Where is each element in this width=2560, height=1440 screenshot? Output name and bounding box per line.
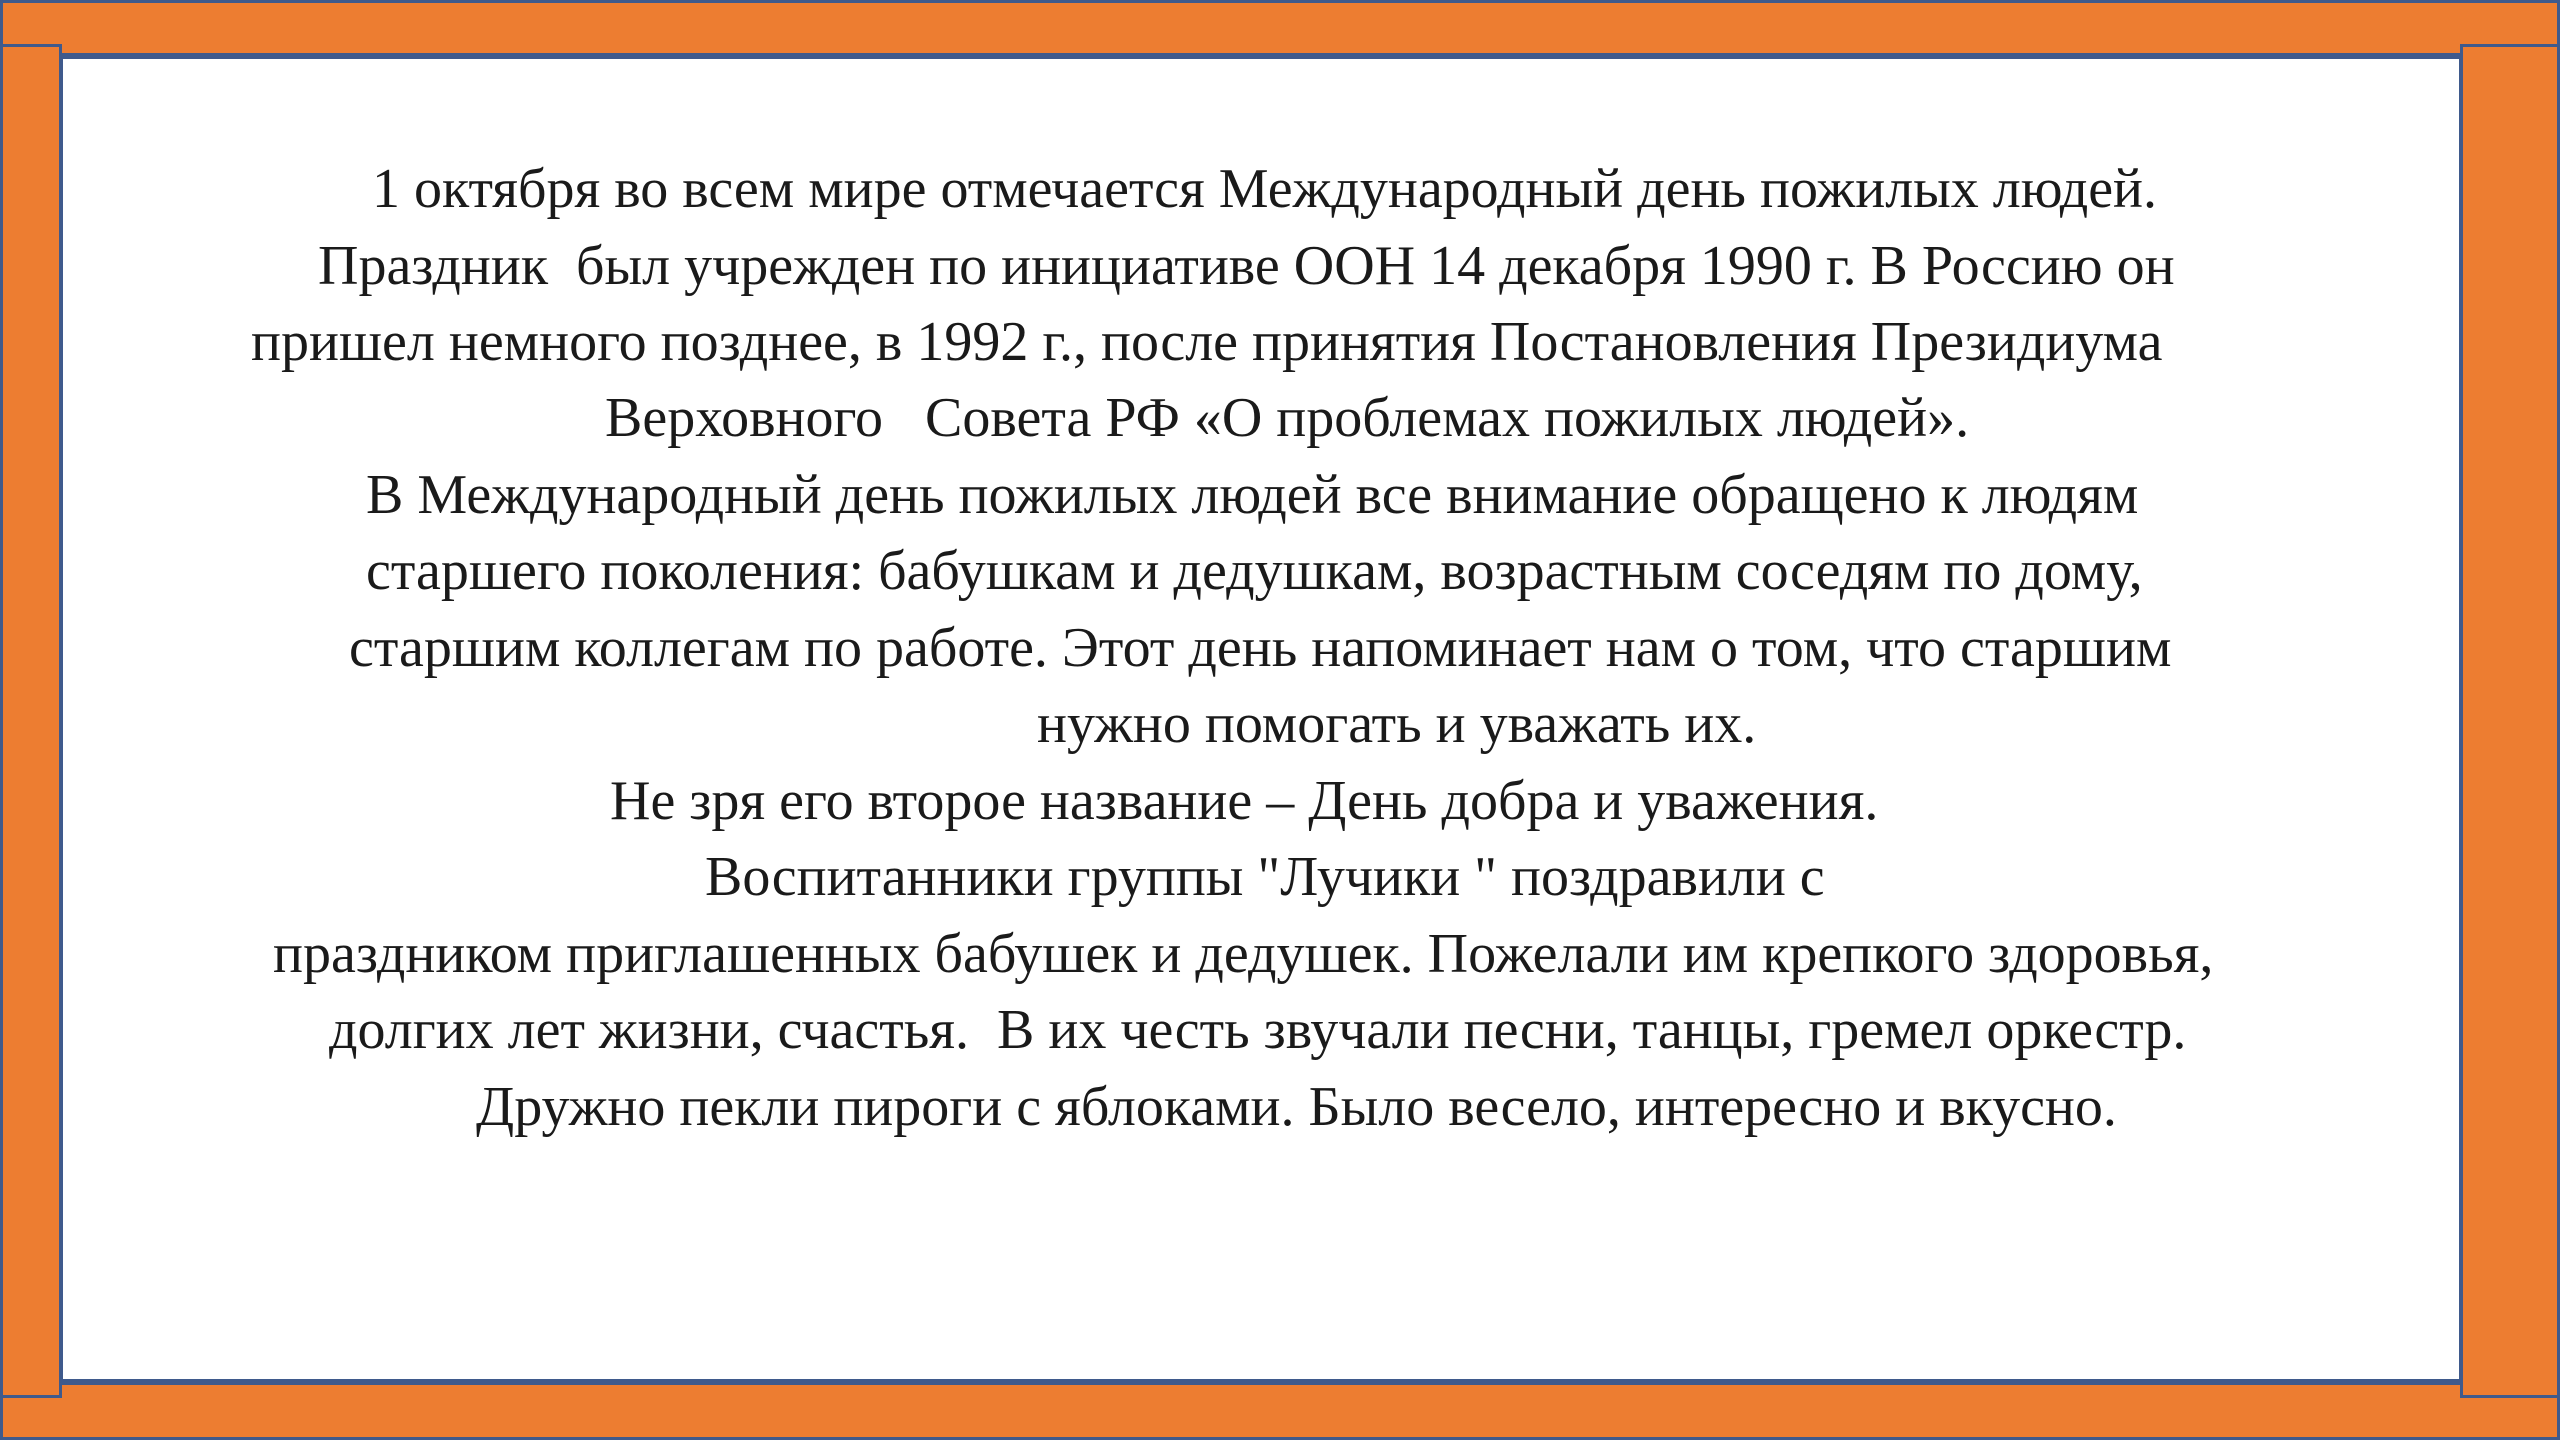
text-line: праздником приглашенных бабушек и дедушек. Пожелали им крепкого здоровья, [273,923,2214,985]
text-line: пришел немного позднее, в 1992 г., после принятия Постановления Президиума [251,311,2163,373]
frame-right-bar [2460,44,2560,1398]
text-line: Праздник был учрежден по инициативе ООН 14 декабря 1990 г. В Россию он [318,235,2175,297]
text-line: Верховного Совета РФ «О проблемах пожилых людей». [605,387,1970,449]
text-line: Дружно пекли пироги с яблоками. Было весело, интересно и вкусно. [476,1076,2117,1138]
text-line: В Международный день пожилых людей все внимание обращено к людям [366,464,2139,526]
frame-left-bar [0,44,62,1398]
frame-bottom-bar [0,1382,2560,1440]
text-line: нужно помогать и уважать их. [1037,693,1757,755]
frame-top-bar [0,0,2560,56]
text-line: Воспитанники группы "Лучики " поздравили с [705,846,1825,908]
text-line: старшим коллегам по работе. Этот день напоминает нам о том, что старшим [349,617,2172,679]
text-panel [60,56,2462,1382]
text-line: долгих лет жизни, счастья. В их честь звучали песни, танцы, гремел оркестр. [329,999,2187,1061]
text-line: Не зря его второе название – День добра и уважения. [610,770,1879,832]
text-line: старшего поколения: бабушкам и дедушкам, возрастным соседям по дому, [366,540,2143,602]
text-line: 1 октября во всем мире отмечается Международный день пожилых людей. [372,158,2158,220]
